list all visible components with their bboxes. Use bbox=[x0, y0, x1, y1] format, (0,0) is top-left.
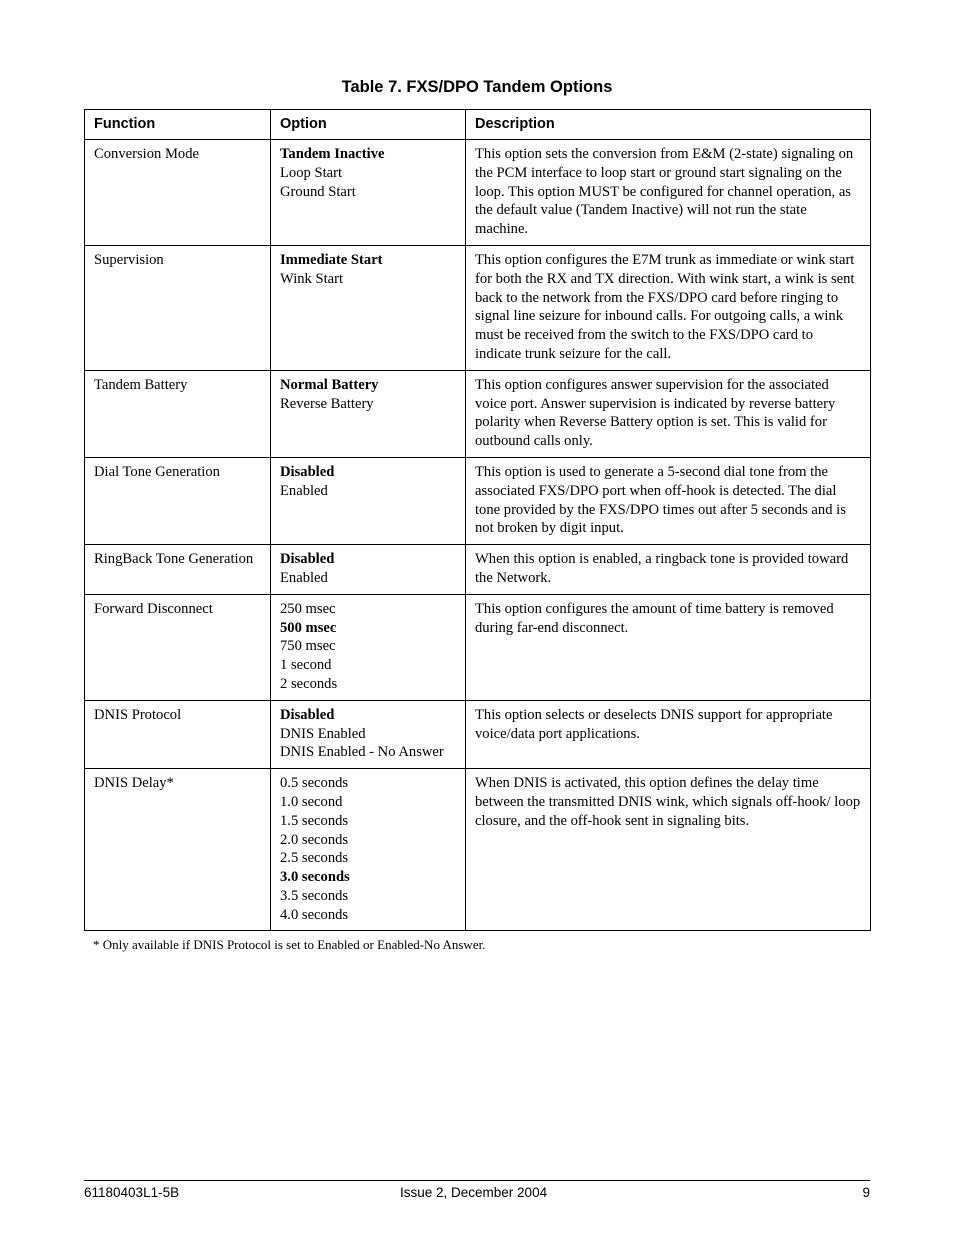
description-cell: When this option is enabled, a ringback tone is provided toward the Network. bbox=[466, 545, 871, 595]
option-cell bbox=[271, 457, 466, 544]
function-cell: Tandem Battery bbox=[85, 370, 271, 457]
function-cell: RingBack Tone Generation bbox=[85, 545, 271, 595]
option-value: DNIS Enabled - No Answer bbox=[280, 744, 444, 761]
default-option: Tandem Inactive bbox=[280, 146, 385, 162]
footer-doc-number: 61180403L1-5B bbox=[84, 1185, 180, 1200]
table-header-row bbox=[85, 110, 871, 140]
default-option: 3.0 seconds bbox=[280, 869, 350, 886]
description-cell: This option sets the conversion from E&M (2-state) signaling on the PCM interface to loop start or ground start signaling on the loop. This option MUST be configured for channel operation, as the default value (Tandem Inactive) will not run the state machine. bbox=[466, 140, 871, 246]
option-value: 1.5 seconds bbox=[280, 812, 349, 829]
description-cell: This option configures the E7M trunk as immediate or wink start for both the RX and TX direction. With wink start, a wink is sent back to the network from the FXS/DPO card before ringing to signal line seizure for inbound calls. For outgoing calls, a wink must be received from the switch to the FXS/DPO card to indicate trunk seizure for the call. bbox=[466, 245, 871, 370]
option-value: Ground Start bbox=[280, 183, 356, 200]
table-footnote: * Only available if DNIS Protocol is set to Enabled or Enabled-No Answer. bbox=[93, 937, 486, 952]
option-value: DNIS Enabled bbox=[280, 725, 366, 742]
description-cell: This option selects or deselects DNIS support for appropriate voice/data port applications. bbox=[466, 700, 871, 768]
option-cell bbox=[271, 700, 466, 768]
option-value: 4.0 seconds bbox=[280, 906, 349, 923]
option-cell bbox=[271, 594, 466, 700]
default-option: 500 msec bbox=[280, 619, 337, 636]
description-cell: This option is used to generate a 5-second dial tone from the associated FXS/DPO port when off-hook is detected. The dial tone provided by the FXS/DPO times out after 5 seconds and is not broken by digit input. bbox=[466, 457, 871, 544]
table-row bbox=[85, 370, 871, 457]
option-value: Loop Start bbox=[280, 164, 343, 181]
option-value: 250 msec bbox=[280, 600, 336, 617]
description-cell: When DNIS is activated, this option defines the delay time between the transmitted DNIS wink, which signals off-hook/ loop closure, and the off-hook sent in signaling bits. bbox=[466, 769, 871, 931]
table-caption: Table 7. FXS/DPO Tandem Options bbox=[341, 78, 613, 96]
default-option: Disabled bbox=[280, 551, 335, 568]
option-value: 1 second bbox=[280, 657, 332, 674]
option-value: 2 seconds bbox=[280, 675, 338, 692]
table-row bbox=[85, 545, 871, 595]
function-cell: DNIS Delay* bbox=[85, 769, 271, 931]
option-cell bbox=[271, 370, 466, 457]
option-value: 2.5 seconds bbox=[280, 850, 349, 867]
option-value: 2.0 seconds bbox=[280, 831, 349, 848]
header-description: Description bbox=[466, 110, 871, 140]
function-cell: Supervision bbox=[85, 245, 271, 370]
option-cell bbox=[271, 545, 466, 595]
footer-rule bbox=[84, 1180, 870, 1181]
function-cell: Forward Disconnect bbox=[85, 594, 271, 700]
header-option: Option bbox=[271, 110, 466, 140]
table-row bbox=[85, 700, 871, 768]
tandem-options-table bbox=[84, 109, 871, 931]
default-option: Immediate Start bbox=[280, 251, 383, 268]
footer-issue: Issue 2, December 2004 bbox=[400, 1185, 548, 1200]
table-body bbox=[85, 140, 871, 931]
function-cell: Dial Tone Generation bbox=[85, 457, 271, 544]
option-value: 0.5 seconds bbox=[280, 775, 349, 792]
default-option: Disabled bbox=[280, 463, 335, 480]
description-cell: This option configures answer supervision for the associated voice port. Answer supervision is indicated by reverse battery polarity when Reverse Battery option is set. This is valid for outbound calls only. bbox=[466, 370, 871, 457]
option-value: 1.0 second bbox=[280, 793, 343, 810]
table-row bbox=[85, 769, 871, 931]
option-cell bbox=[271, 140, 466, 246]
description-cell: This option configures the amount of time battery is removed during far-end disconnect. bbox=[466, 594, 871, 700]
default-option: Disabled bbox=[280, 706, 335, 723]
option-value: 750 msec bbox=[280, 638, 336, 655]
header-function: Function bbox=[85, 110, 271, 140]
option-value: 3.5 seconds bbox=[280, 887, 349, 904]
option-cell bbox=[271, 769, 466, 931]
table-row bbox=[85, 245, 871, 370]
footer-page-number: 9 bbox=[862, 1185, 870, 1200]
table-row bbox=[85, 140, 871, 246]
option-value: Enabled bbox=[280, 569, 328, 586]
option-cell bbox=[271, 245, 466, 370]
function-cell: Conversion Mode bbox=[85, 140, 271, 246]
function-cell: DNIS Protocol bbox=[85, 700, 271, 768]
option-value: Wink Start bbox=[280, 270, 344, 287]
table-row bbox=[85, 457, 871, 544]
default-option: Normal Battery bbox=[280, 376, 379, 393]
option-value: Enabled bbox=[280, 482, 328, 499]
table-row bbox=[85, 594, 871, 700]
option-value: Reverse Battery bbox=[280, 395, 374, 412]
